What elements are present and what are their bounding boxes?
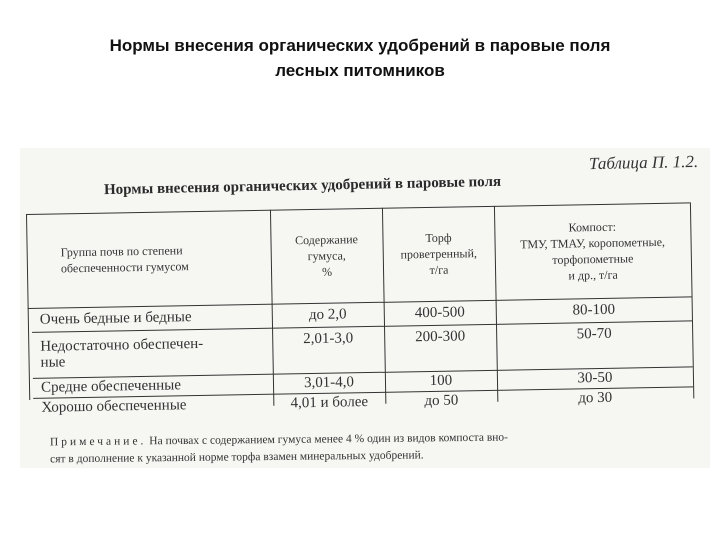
header-compost-line: и др., т/га bbox=[568, 267, 618, 283]
slide-title-line-2: лесных питомников bbox=[275, 61, 445, 80]
table-row-label-line: Недостаточно обеспечен- bbox=[40, 335, 204, 355]
table-cell-humus: 2,01-3,0 bbox=[303, 330, 354, 348]
header-peat-line: т/га bbox=[429, 262, 449, 277]
header-humus-line: гумуса, bbox=[307, 248, 346, 264]
header-peat-line: проветренный, bbox=[400, 246, 478, 262]
table-cell-compost: 30-50 bbox=[577, 369, 613, 387]
header-group-line: Группа почв по степени bbox=[60, 243, 183, 260]
table-number: Таблица П. 1.2. bbox=[588, 151, 699, 174]
scanned-table-image bbox=[20, 148, 710, 468]
table-cell-peat: 400-500 bbox=[414, 304, 465, 322]
table-cell-peat: 200-300 bbox=[415, 328, 466, 346]
note-label: Примечание. bbox=[49, 435, 147, 449]
header-group bbox=[26, 210, 272, 308]
table-cell-humus: до 2,0 bbox=[308, 306, 347, 324]
table-row-label: Средне обеспеченные bbox=[40, 377, 182, 396]
table-cell-peat: 100 bbox=[429, 372, 453, 389]
table-row-label bbox=[28, 328, 273, 378]
header-humus-line: Содержание bbox=[294, 232, 359, 248]
table-cell-compost: 80-100 bbox=[572, 301, 616, 319]
slide-title bbox=[40, 33, 680, 83]
header-peat-line: Торф bbox=[425, 230, 452, 246]
note-line-1: На почвах с содержанием гумуса менее 4 % один из видов компоста вно- bbox=[149, 431, 509, 448]
note-line-2: сят в дополнение к указанной норме торфа взамен минеральных удобрений. bbox=[50, 449, 424, 466]
header-group-line: обеспеченности гумусом bbox=[60, 259, 189, 276]
table-cell-humus: 4,01 и более bbox=[290, 394, 369, 412]
table-cell-compost: до 30 bbox=[578, 389, 613, 407]
header-humus-line: % bbox=[321, 264, 333, 279]
slide-title-line-1: Нормы внесения органических удобрений в паровые поля bbox=[109, 36, 611, 55]
table-row-label: Хорошо обеспеченные bbox=[41, 397, 187, 416]
table-cell-peat: до 50 bbox=[424, 392, 459, 410]
fertilizer-table bbox=[26, 202, 693, 416]
table-cell-humus: 3,01-4,0 bbox=[303, 374, 355, 392]
table-row-label: Очень бедные и бедные bbox=[39, 309, 192, 328]
header-compost-line: Компост: bbox=[568, 219, 617, 235]
table-row-label-line: ные bbox=[40, 354, 66, 371]
header-compost bbox=[494, 202, 692, 299]
table-title: Нормы внесения органических удобрений в паровые поля bbox=[103, 173, 502, 199]
table-note bbox=[50, 428, 690, 469]
header-compost-line: торфопометные bbox=[552, 251, 634, 267]
header-peat bbox=[382, 206, 496, 302]
table-cell-compost: 50-70 bbox=[576, 325, 612, 343]
header-compost-line: ТМУ, ТМАУ, коропометные, bbox=[520, 234, 666, 252]
header-humus bbox=[270, 208, 384, 304]
